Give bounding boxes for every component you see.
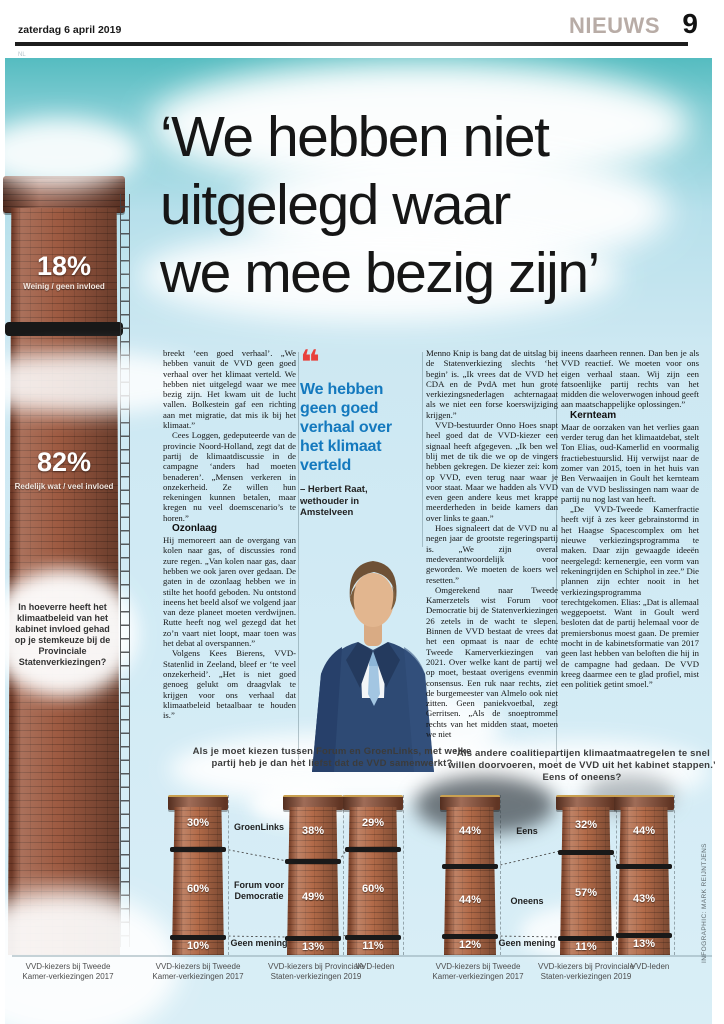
guide-line — [616, 795, 617, 955]
main-headline — [160, 103, 680, 307]
paragraph: Hij memoreert aan de overgang van kolen naar gas, of discussies rond zure regen. „Van kolen naar gas, daar hebben we ook jaren over gedaan. De gaten in de ozonlaag hebben we in stilte het hoofd geboden. Nu ontstond ineens het beeld alsof we volgend jaar van deze planeet moeten verdwijnen. Rutte heeft nog wel gezegd dat het zo’n vaart niet loopt, maar toen was het debat al overspannen.” — [163, 535, 296, 649]
divider-band — [616, 864, 672, 869]
paragraph: breekt ‘een goed verhaal’. „We hebben vanuit de VVD geen goed verhaal over het klimaat verteld. We hebben niet uitgelegd waar we mee bezig zijn. Het kwam uit de lucht vallen. Bolkestein gaf een richting aan met migratie, dat mis ik bij het klimaat.” — [163, 348, 296, 431]
chart-caption: VVD-kiezers bij Tweede Kamer-verkiezingen 2017 — [432, 962, 524, 981]
guide-line — [500, 795, 501, 955]
segment-value: 82% — [36, 447, 92, 477]
answer-label: Eens — [516, 826, 538, 836]
divider-band — [558, 850, 614, 855]
subhead-ozonlaag: Ozonlaag — [172, 523, 218, 535]
segment-label: Weinig / geen invloed — [23, 282, 105, 291]
chart-caption: VVD-leden — [630, 962, 670, 971]
paragraph: Hoes signaleert dat de VVD nu al negen jaar de grootste regeringspartij is. „We zijn overal medeverantwoordelijk voor geworden. We moeten de koers wel resetten.” — [426, 523, 558, 585]
paragraph: VVD-bestuurder Onno Hoes snapt heel goed dat de VVD-kiezer een signaal heeft afgegeven. „Ik ben wel blij met de tik die we op de vingers hebben gekregen. De kiezer zei: kom op VVD, even terug naar waar je voor staat. Maar we hadden als VVD even geen andere keus met krappe meerderheden in beide kamers dan over links te gaan.” — [426, 420, 558, 523]
pull-quote-text: We hebben geen goed verhaal over het klimaat verteld — [300, 381, 392, 474]
paragraph: „De VVD-Tweede Kamerfractie heeft vijf à zes keer gebrainstormd in het Haagse Spacescomplex om het nieuwe verkiezingsprogramma te maken. Daar zijn gewaagde ideeën neergelegd: kernenergie, een vorm van rekeningrijden en Schiphol in zee.” Die plannen zijn echter nooit in het verkiezingsprogramma terechtgekomen. Elias: „Dat is allemaal weggepoetst. Want in Goult werd besloten dat de partij helemaal voor de premiersbonus moest gaan. De premier mocht in de kabinetsformatie van 2017 geen last hebben van beloften die hij in de campagne had gedaan. De VVD kreeg daarmee een te glad profiel, mist een politiek getint smoel.” — [561, 504, 699, 690]
subhead-kernteam: Kernteam — [570, 409, 617, 421]
article-column-4 — [561, 348, 699, 690]
paragraph: Maar de oorzaken van het verlies gaan verder terug dan het klimaatdebat, stelt Ton Elias, oud-Kamerlid en voormalig fractiebestuurslid. Hij verwijst naar de zomer van 2015, toen in het huis van Ben Verwaaijen in Goult het kernteam van de VVD beslissingen nam waar de partij nu nog last van heeft. — [561, 421, 699, 504]
poll1-chimney-2 — [287, 795, 339, 955]
poll2-chimney-1 — [444, 795, 496, 955]
answer-label: Oneens — [510, 896, 544, 906]
bar-value: 57% — [574, 887, 598, 899]
bar-value: 44% — [458, 894, 482, 906]
bar-value: 43% — [632, 893, 656, 905]
headline-line: ‘We hebben niet — [160, 105, 549, 169]
chart-caption: VVD-kiezers bij Tweede Kamer-verkiezingen 2017 — [152, 962, 244, 981]
poll1-question: Als je moet kiezen tussen Forum en GroenLinks, met welke partij heb je dan het liefst dat de VVD samenwerkt? — [192, 746, 472, 769]
paragraph: Cees Loggen, gedeputeerde van de provincie Noord-Holland, zegt dat de partij de klimaatdiscussie in de campagne ‘anders had moeten benaderen’. „Mensen verkeren in onzekerheid. Ze willen hun rekeningen kunnen betalen, maar kregen nu veel doemscenario’s te horen.” — [163, 430, 296, 523]
bar-value: 44% — [458, 825, 482, 837]
bar-value: 29% — [361, 817, 385, 829]
chimney-body — [347, 807, 399, 955]
bar-value: 60% — [186, 883, 210, 895]
bar-value: 13% — [301, 941, 325, 953]
divider-band — [170, 847, 226, 852]
guide-line — [228, 795, 229, 955]
section-title: NIEUWS — [569, 13, 660, 38]
infographic-credit: INFOGRAPHIC: MARK REIJNTJENS — [701, 843, 708, 963]
paragraph: ineens daarheen rennen. Dan ben je als VVD reactief. We moeten voor ons eigen verhaal staan. Wij zijn een fatsoenlijke partij rechts van het midden die weloverwogen inhoud geeft aan maatschappelijke oplossingen.” — [561, 348, 699, 410]
guide-line — [674, 795, 675, 955]
divider-band — [442, 864, 498, 869]
column-rule — [422, 352, 423, 547]
pull-quote-attribution: – Herbert Raat, wethouder in Amstelveen — [300, 484, 368, 518]
bar-value: 13% — [632, 938, 656, 950]
headline-line: we mee bezig zijn’ — [160, 241, 599, 305]
article-column-1 — [163, 348, 296, 720]
bar-value: 32% — [574, 819, 598, 831]
bar-value: 49% — [301, 891, 325, 903]
pull-quote — [300, 343, 418, 519]
answer-label: Geen mening — [498, 938, 556, 948]
paragraph: Omgerekend naar Tweede Kamerzetels wist Forum voor Democratie bij de Statenverkiezingen 26 zetels in de wacht te slepen. Binnen de VVD bestaat de vrees dat het een opmaat is naar de echte Tweede Kamerverkiezingen van 2021. Over welke kant de partij wel op moet, bestaat overigens evenmin consensus. Een ruk naar rechts, ziet de burgemeester van Almelo ook niet zitten. Geen paniekvoetbal, zegt Gerritsen. „Als de snoeptrommel rechts van het midden staat, moeten we niet — [426, 584, 558, 739]
chart-caption: VVD-kiezers bij Tweede Kamer-verkiezingen 2017 — [22, 962, 114, 981]
headline-line: uitgelegd waar — [160, 173, 510, 237]
divider-band — [345, 847, 401, 852]
poll1-chimney-1 — [172, 795, 224, 955]
bar-value: 30% — [186, 817, 210, 829]
paragraph: Volgens Kees Bierens, VVD-Statenlid in Zeeland, bleef er ‘te veel onzekerheid’. „Het is niet goed genoeg gelukt om draagvlak te krijgen voor ons verhaal dat klimaatbeleid betaalbaar te houden is.” — [163, 648, 296, 721]
chart-caption: VVD-kiezers bij Provinciale Staten-verkiezingen 2019 — [537, 962, 635, 981]
article-column-3 — [426, 348, 558, 739]
bar-value: 11% — [575, 941, 597, 953]
bar-value: 10% — [186, 940, 210, 952]
bar-value: 38% — [301, 825, 325, 837]
divider-band — [285, 859, 341, 864]
quote-icon: ❝ — [300, 343, 320, 383]
big-chimney-question: In hoeverre heeft het klimaatbeleid van het kabinet invloed gehad op je stemkeuze bij de Provinciale Statenverkiezingen? — [14, 602, 111, 667]
chimney-ladder — [120, 194, 130, 947]
bar-value: 60% — [361, 883, 385, 895]
date-line: zaterdag 6 april 2019 — [18, 24, 122, 36]
guide-line — [343, 795, 344, 955]
chart-caption: VVD-leden — [355, 962, 395, 971]
answer-label: Geen mening — [230, 938, 288, 948]
guide-line — [403, 795, 404, 955]
edition-mark: NL — [18, 52, 26, 58]
chimney-body — [172, 807, 224, 955]
bar-value: 11% — [362, 940, 384, 952]
answer-label: Forum voor Democratie — [233, 880, 284, 901]
segment-value: 18% — [36, 251, 92, 281]
poll2-chimney-3 — [618, 795, 670, 955]
big-chimney-chart — [8, 176, 120, 955]
paragraph: Menno Knip is bang dat de uitslag bij de Statenverkiezing slechts ‘het begin’ is. „Ik vrees dat de VVD het CDA en de PvdA met hun grote verkiezingsnederlagen achternagaat als we niet een forse koerswijziging krijgen.” — [426, 348, 558, 420]
divider-band — [5, 322, 123, 336]
poll1-chimney-3 — [347, 795, 399, 955]
answer-label: GroenLinks — [233, 822, 284, 832]
bar-value: 12% — [458, 939, 482, 951]
page-number: 9 — [682, 8, 698, 39]
bar-value: 44% — [632, 825, 656, 837]
poll2-question: ‘Als andere coalitiepartijen klimaatmaatregelen te snel willen doorvoeren, moet de VVD uit het kabinet stappen.’ Eens of oneens? — [448, 748, 716, 783]
segment-label: Redelijk wat / veel invloed — [14, 482, 114, 491]
header-rule — [15, 42, 688, 46]
poll2-chimney-2 — [560, 795, 612, 955]
chart-caption: VVD-kiezers bij Provinciale Staten-verkiezingen 2019 — [267, 962, 365, 981]
